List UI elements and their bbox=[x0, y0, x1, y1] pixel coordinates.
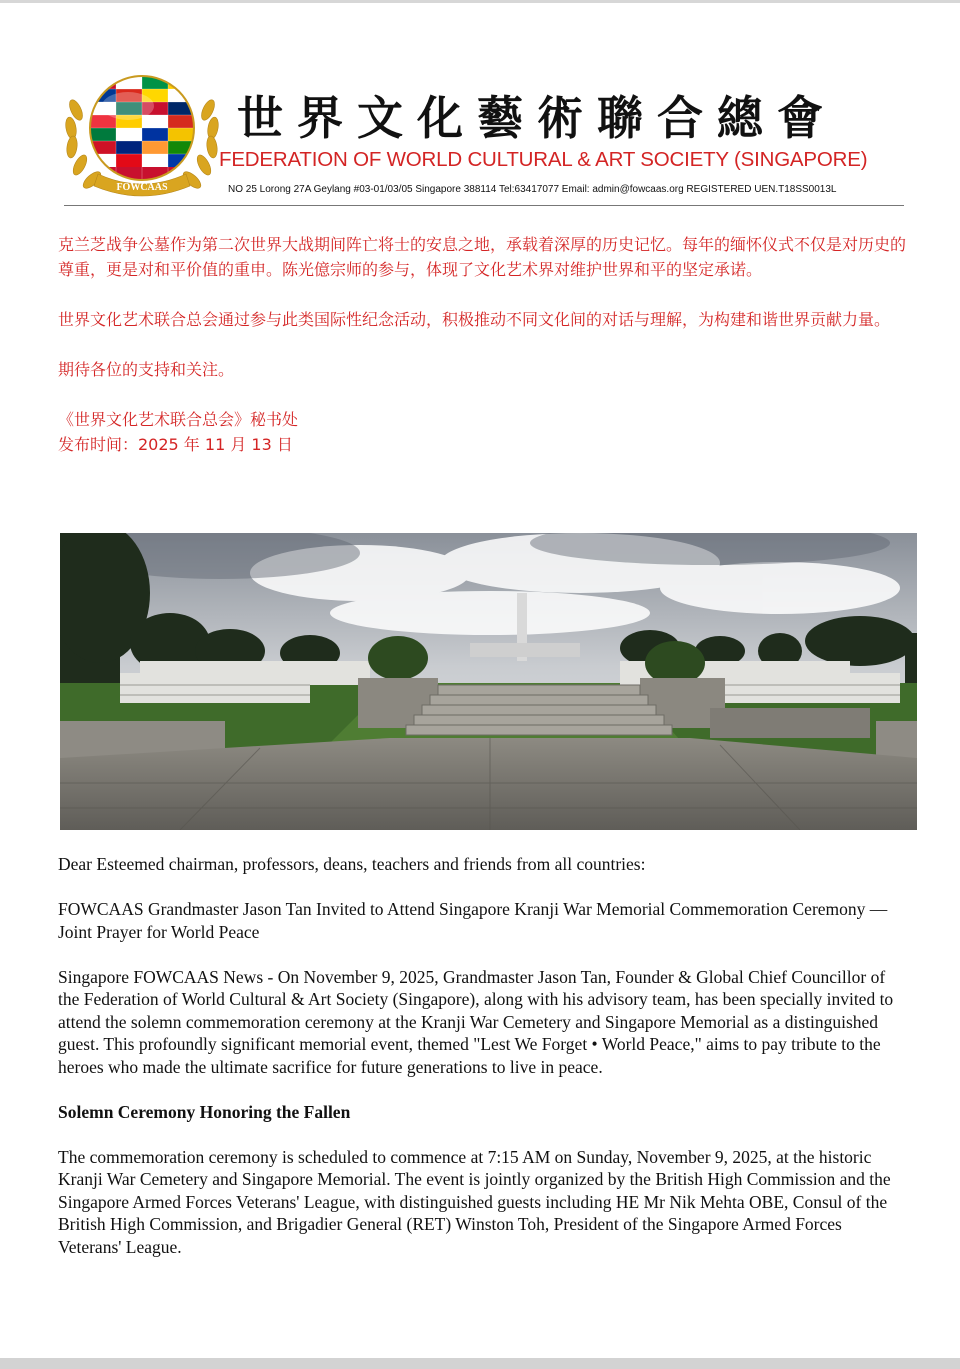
english-article bbox=[58, 853, 908, 1281]
top-divider bbox=[0, 0, 960, 3]
section-heading: Solemn Ceremony Honoring the Fallen bbox=[58, 1101, 351, 1122]
article-paragraph: The commemoration ceremony is scheduled to commence at 7:15 AM on Sunday, November 9, 2025, at the historic Kranji War Cemetery and Singapore Memorial. The event is jointly organized by the British High Commission and the Singapore Armed Forces Veterans' League, with distinguished guests including HE Mr Nik Mehta OBE, Consul of the British High Commission, and Brigadier General (RET) Winston Toh, President of the Singapore Armed Forces Veterans' League. bbox=[58, 1146, 891, 1257]
address-line: NO 25 Lorong 27A Geylang #03-01/03/05 Singapore 388114 Tel:63417077 Email: admin@fowcaas.org REGISTERED UEN.T18SS0013L bbox=[228, 184, 837, 195]
signature-line: 《世界文化艺术联合总会》秘书处 bbox=[58, 410, 299, 429]
headline: FOWCAAS Grandmaster Jason Tan Invited to Attend Singapore Kranji War Memorial Commemoration Ceremony — Joint Prayer for World Peace bbox=[58, 899, 888, 942]
kranji-memorial-photo bbox=[60, 533, 917, 830]
fowcaas-logo bbox=[62, 70, 222, 206]
chinese-society-title: 世界文化藝術聯合總會 bbox=[237, 91, 837, 145]
bottom-divider bbox=[0, 1358, 960, 1369]
article-paragraph: Singapore FOWCAAS News - On November 9, 2025, Grandmaster Jason Tan, Founder & Global Chief Councillor of the Federation of World Cultural & Art Society (Singapore), along with his advisory team, has been specially invited to attend the solemn commemoration ceremony at the Kranji War Cemetery and Singapore Memorial as a distinguished guest. This profoundly significant memorial event, themed "Lest We Forget • World Peace," aims to pay tribute to the heroes who made the ultimate sacrifice for future generations to live in peace. bbox=[58, 966, 894, 1077]
letterhead bbox=[62, 70, 908, 210]
chinese-announcement bbox=[58, 232, 908, 457]
english-society-title: FEDERATION OF WORLD CULTURAL & ART SOCIETY (SINGAPORE) bbox=[219, 148, 868, 171]
letterhead-divider bbox=[64, 205, 904, 206]
chinese-paragraph: 克兰芝战争公墓作为第二次世界大战期间阵亡将士的安息之地，承载着深厚的历史记忆。每年的缅怀仪式不仅是对历史的尊重，更是对和平价值的重申。陈光億宗师的参与，体现了文化艺术界对维护世界和平的坚定承诺。 bbox=[58, 235, 907, 279]
release-date: 发布时间：2025 年 11 月 13 日 bbox=[58, 435, 293, 454]
chinese-paragraph: 世界文化艺术联合总会通过参与此类国际性纪念活动，积极推动不同文化间的对话与理解，为构建和谐世界贡献力量。 bbox=[58, 310, 891, 329]
greeting: Dear Esteemed chairman, professors, deans, teachers and friends from all countries: bbox=[58, 854, 646, 874]
chinese-paragraph: 期待各位的支持和关注。 bbox=[58, 360, 235, 379]
svg-text:FOWCAAS: FOWCAAS bbox=[116, 182, 168, 193]
